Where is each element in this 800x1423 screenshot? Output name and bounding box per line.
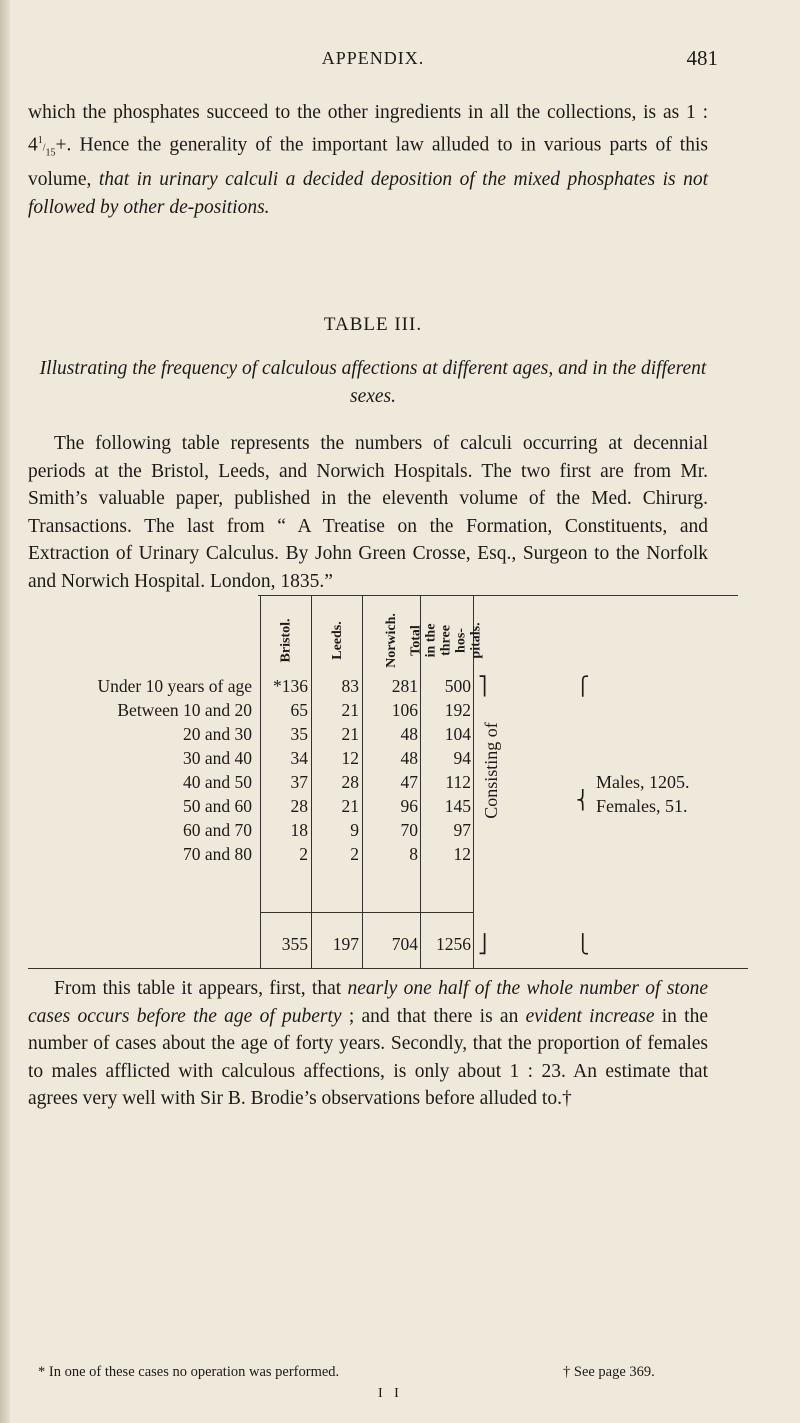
cell-leeds: 21	[341, 700, 359, 720]
bracket-bottom: ⎦	[478, 934, 487, 954]
intro-paragraph: which the phosphates succeed to the other ingredients in all the collections, is as 1 : $4^1/_{15}+$. Hence the generality of the important law alluded to in various parts of this volume, that in urinary calculi a decided deposition of the mixed phosphates is not followed by other de-positions.	[28, 102, 708, 218]
cell-norwich: 48	[400, 748, 418, 768]
footnote-operation: * In one of these cases no operation was performed.	[38, 1364, 340, 1380]
row-label: 50 and 60	[182, 796, 252, 816]
cell-leeds: 21	[341, 724, 359, 744]
row-label: Between 10 and 20	[117, 700, 252, 720]
running-header	[28, 48, 718, 78]
table-bottom-rule	[28, 968, 748, 969]
cell-norwich: 47	[400, 772, 418, 792]
table-subtitle: Illustrating the frequency of calculous affections at different ages, and in the different sexes.	[39, 358, 707, 407]
totals-rule	[260, 912, 473, 913]
column-header-leeds: Leeds.	[329, 620, 345, 660]
males-count: Males, 1205.	[596, 772, 690, 792]
total-norwich: 704	[391, 934, 418, 954]
cell-total: 192	[444, 700, 471, 720]
cell-total: 104	[444, 724, 471, 744]
cell-total: 94	[453, 748, 471, 768]
cell-total: 12	[453, 844, 471, 864]
cell-bristol: 37	[290, 772, 308, 792]
footnote-see-page: † See page 369.	[563, 1364, 655, 1380]
book-spine	[0, 0, 10, 1423]
cell-norwich: 70	[400, 820, 418, 840]
cell-bristol: 65	[290, 700, 308, 720]
consisting-of-label: Consisting of	[480, 721, 501, 819]
table-top-rule	[258, 595, 738, 596]
total-all: 1256	[436, 934, 471, 954]
column-header-norwich: Norwich.	[383, 612, 399, 668]
cell-leeds: 2	[350, 844, 359, 864]
table-title: TABLE III.	[323, 314, 423, 335]
bracket-top: ⎤	[478, 676, 487, 696]
cell-leeds: 21	[341, 796, 359, 816]
cell-total: 97	[453, 820, 471, 840]
cell-bristol: 2	[299, 844, 308, 864]
brace-bottom: ⎩	[576, 934, 590, 954]
total-bristol: 355	[281, 934, 308, 954]
page-number: 481	[686, 46, 718, 70]
cell-leeds: 83	[341, 676, 359, 696]
signature-mark: I I	[378, 1386, 403, 1401]
row-label: 70 and 80	[182, 844, 252, 864]
cell-norwich: 281	[391, 676, 418, 696]
column-header-bristol: Bristol.	[278, 618, 294, 662]
row-label: 40 and 50	[182, 772, 252, 792]
cell-leeds: 9	[350, 820, 359, 840]
cell-total: 145	[444, 796, 471, 816]
females-count: Females, 51.	[596, 796, 688, 816]
cell-bristol: 34	[290, 748, 308, 768]
cell-norwich: 96	[400, 796, 418, 816]
column-header-total: Total in the three hos-pitals.	[408, 621, 484, 659]
total-leeds: 197	[332, 934, 359, 954]
description-paragraph: The following table represents the numbers of calculi occurring at decennial periods at the Bristol, Leeds, and Norwich Hospitals. The two first are from Mr. Smith’s valuable paper, published in the eleventh volume of the Med. Chirurg. Transactions. The last from “ A Treatise on the Formation, Constituents, and Extraction of Urinary Calculus. By John Green Crosse, Esq., Surgeon to the Norfolk and Norwich Hospital. London, 1835.”	[28, 433, 708, 592]
running-title: APPENDIX.	[321, 48, 425, 68]
cell-bristol: 18	[290, 820, 308, 840]
row-label: 60 and 70	[182, 820, 252, 840]
cell-leeds: 12	[341, 748, 359, 768]
cell-bristol: 28	[290, 796, 308, 816]
row-label: 30 and 40	[182, 748, 252, 768]
cell-norwich: 48	[400, 724, 418, 744]
brace-top: ⎧	[576, 676, 590, 696]
cell-total: 500	[444, 676, 471, 696]
cell-norwich: 106	[391, 700, 418, 720]
row-label: 20 and 30	[182, 724, 252, 744]
conclusion-paragraph: From this table it appears, first, that nearly one half of the whole number of stone cases occurs before the age of puberty ; and that there is an evident increase in the number of cases about the age of forty years. Secondly, that the proportion of females to males afflicted with calculous affections, is only about 1 : 23. An estimate that agrees very well with Sir B. Brodie’s observations before alluded to.†	[28, 978, 709, 1109]
cell-total: 112	[445, 772, 471, 792]
cell-bristol: *136	[273, 676, 308, 696]
cell-norwich: 8	[409, 844, 418, 864]
cell-bristol: 35	[290, 724, 308, 744]
row-label: Under 10 years of age	[97, 676, 252, 696]
cell-leeds: 28	[341, 772, 359, 792]
brace-middle: ⎨	[576, 790, 590, 810]
